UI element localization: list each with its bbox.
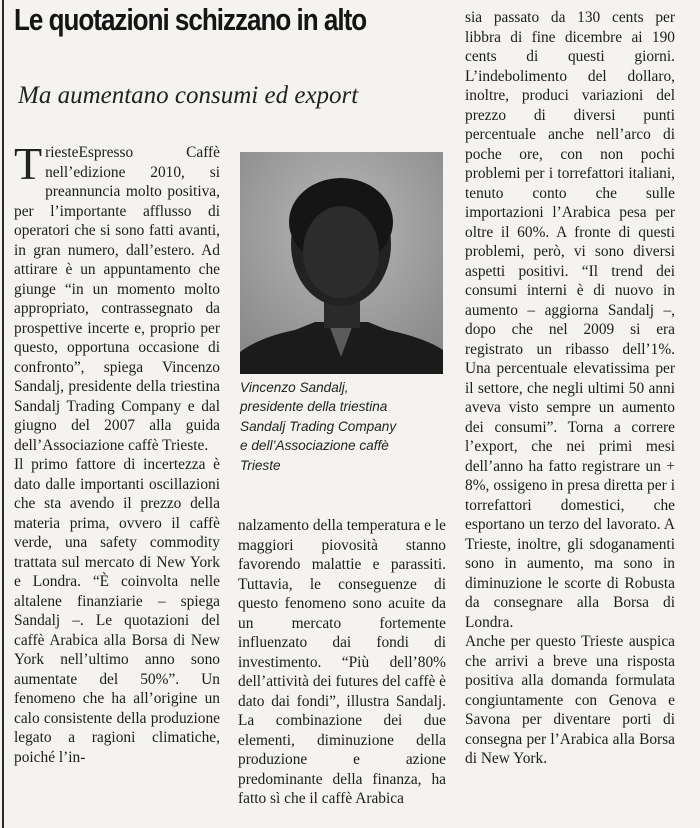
headline: Le quotazioni schizzano in alto [14,2,367,37]
caption-line: Vincenzo Sandalj, [240,380,349,395]
paragraph-continuation: nalzamento della temperatura e le maggiori piovosità stanno favorendo malattie e parassiti. Tuttavia, le conseguenze di questo fenomeno sono acuite da un mercato fortemente influenzato dai fondi di investimento. “Più dell’80% dell’attività dei futures del caffè è dato dai fondi”, illustra Sandalj. La combinazione dei due elementi, diminuzione della produzione e azione predominante della finanza, ha fatto sì che il caffè Arabica [238,517,446,807]
article-column-1 [14,138,220,767]
article-column-3 [465,8,675,769]
paragraph-intro [14,138,220,455]
caption-line: Trieste [240,457,281,473]
paragraph-prices: sia passato da 130 cents per libbra di fine dicembre ai 190 cents di questi giorni. L’indebolimento del dollaro, inoltre, produci variazioni del prezzo di diversi punti percentuale anche nell’arco di poche ore, con non pochi problemi per i torrefattori italiani, tenuto conto che sulle importazioni l’Arabica pesa per oltre il 60%. A fronte di questi problemi, però, vi sono diversi aspetti positivi. “Il trend dei consumi interni è di nuovo in aumento – aggiorna Sandalj –, dopo che nel 2009 si era registrato un ribasso dell’1%. Una percentuale elevatissima per il settore, che negli ultimi 50 anni aveva visto sempre un aumento dei consumi”. Torna a correre l’export, che nei primi mesi dell’anno ha fatto registrare un + 8%, ossigeno in presa diretta per i torrefattori domestici, che esportano un terzo del lavorato. A Trieste, inoltre, gli sdoganamenti sono in aumento, ma sono in diminuzione le scorte di Robusta da consegnare alla Borsa di Londra. [465,9,675,631]
page-edge-rule [2,0,4,828]
caption-line: e dell’Associazione caffè [240,438,389,454]
drop-cap: T [14,138,43,189]
paragraph-intro-text: riesteEspresso Caffè nell’edizione 2010, si preannuncia molto positiva, per l’importante afflusso di operatori che si sono fatti avanti, in gran numero, dall’estero. Ad attirare è un appuntamento che giunge “in un momento molto appropriato, contrassegnato da prospettive incerte e, proprio per questo, opportuna occasione di confronto”, spiega Vincenzo Sandalj, presidente della triestina Sandalj Trading Company e dal giugno del 2007 alla guida dell’Associazione caffè Trieste. [14,144,220,454]
article-column-2 [238,516,446,809]
paragraph-second: Il primo fattore di incertezza è dato dalle importanti oscillazioni che sta avendo il prezzo della materia prima, ovvero il caffè verde, una safety commodity trattata sul mercato di New York e Londra. “È coinvolta nelle altalene finanziarie – spiega Sandalj –. Le quotazioni del caffè Arabica alla Borsa di New York nell’ultimo anno sono aumentate del 50%”. Un fenomeno che ha all’origine un calo consistente della produzione legato a ragioni climatiche, poiché l’in- [14,456,220,766]
caption-line: Sandalj Trading Company [240,418,397,434]
portrait-image [240,152,443,374]
caption-line: presidente della triestina [240,399,388,415]
photo-caption [240,378,445,475]
portrait-photo [240,152,443,374]
paragraph-closing: Anche per questo Trieste auspica che arrivi a breve una risposta positiva alla domanda formulata congiuntamente con Genova e Savona per diventare porti di consegna per l’Arabica alla Borsa di New York. [465,633,675,767]
subtitle: Ma aumentano consumi ed export [18,82,359,109]
